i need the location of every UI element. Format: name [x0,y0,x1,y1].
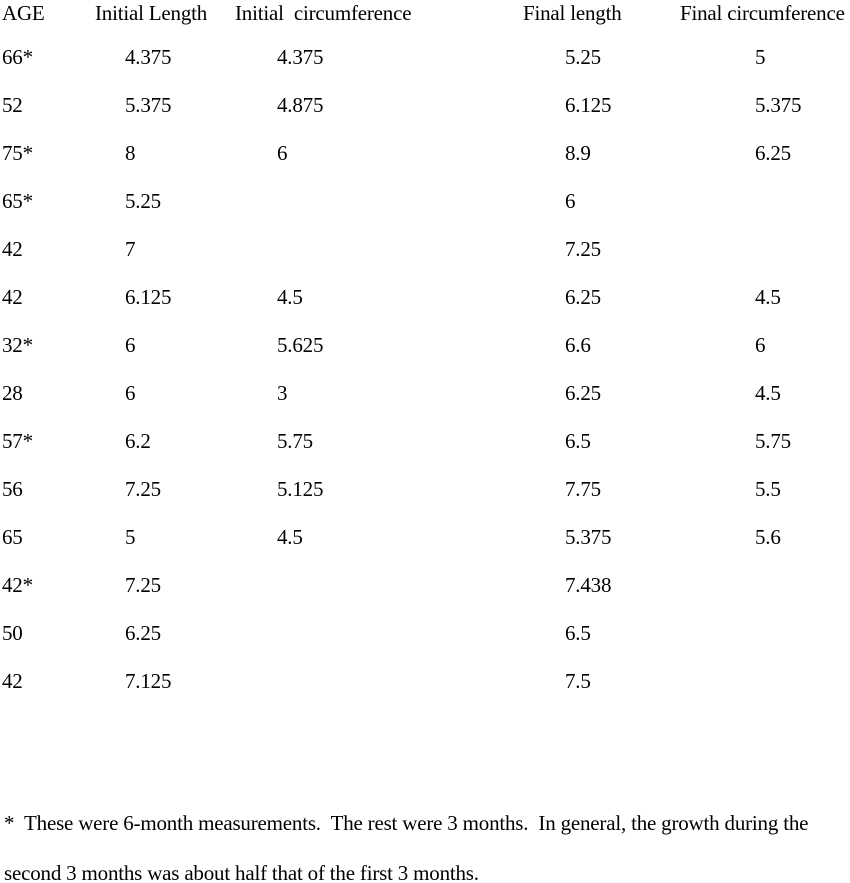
table-row [0,46,850,94]
cell-final-length: 6.5 [565,429,591,453]
cell-initial-circumference: 3 [277,381,288,405]
cell-age: 28 [2,381,23,405]
cell-final-length: 5.375 [565,525,612,549]
cell-initial-length: 7.25 [125,573,161,597]
cell-final-length: 7.25 [565,237,601,261]
cell-age: 56 [2,477,23,501]
cell-age: 50 [2,621,23,645]
table-row [0,670,850,718]
cell-final-circumference: 6 [755,333,766,357]
cell-final-length: 7.438 [565,573,612,597]
cell-final-circumference: 6.25 [755,141,791,165]
column-header-initial-circumference: Initial circumference [235,1,412,25]
cell-final-circumference: 5.75 [755,429,791,453]
table-row [0,430,850,478]
cell-final-circumference: 5.5 [755,477,781,501]
cell-initial-circumference: 4.5 [277,285,303,309]
cell-final-length: 6.25 [565,381,601,405]
table-row [0,142,850,190]
table-row [0,238,850,286]
cell-initial-circumference: 6 [277,141,288,165]
table-row [0,286,850,334]
cell-final-length: 6 [565,189,576,213]
cell-initial-length: 6.2 [125,429,151,453]
cell-initial-length: 7 [125,237,136,261]
cell-age: 32* [2,333,33,357]
cell-final-circumference: 5 [755,45,766,69]
cell-age: 52 [2,93,23,117]
footnote-line-2: second 3 months was about half that of the first 3 months. [4,861,479,883]
cell-final-length: 7.5 [565,669,591,693]
footnote-line-1: * These were 6-month measurements. The rest were 3 months. In general, the growth during the [4,811,809,835]
cell-initial-length: 7.125 [125,669,172,693]
cell-age: 42 [2,237,23,261]
cell-initial-length: 6.25 [125,621,161,645]
cell-final-length: 8.9 [565,141,591,165]
column-header-final-length: Final length [523,1,622,25]
cell-initial-length: 7.25 [125,477,161,501]
cell-final-length: 5.25 [565,45,601,69]
table-row [0,94,850,142]
cell-initial-length: 5.375 [125,93,172,117]
column-header-initial-length: Initial Length [95,1,208,25]
cell-age: 65 [2,525,23,549]
cell-final-length: 6.125 [565,93,612,117]
cell-initial-length: 4.375 [125,45,172,69]
cell-age: 75* [2,141,33,165]
cell-initial-circumference: 4.875 [277,93,324,117]
table-row [0,622,850,670]
cell-initial-circumference: 4.5 [277,525,303,549]
cell-initial-length: 5 [125,525,136,549]
column-header-age: AGE [2,1,45,25]
cell-age: 65* [2,189,33,213]
cell-initial-length: 6 [125,381,136,405]
cell-initial-circumference: 4.375 [277,45,324,69]
table-row [0,574,850,622]
cell-age: 42* [2,573,33,597]
table-header-row [0,2,850,26]
table-row [0,190,850,238]
table-row [0,334,850,382]
cell-age: 42 [2,285,23,309]
cell-final-circumference: 5.375 [755,93,802,117]
cell-final-length: 6.6 [565,333,591,357]
cell-initial-length: 8 [125,141,136,165]
cell-final-circumference: 5.6 [755,525,781,549]
cell-age: 42 [2,669,23,693]
cell-final-length: 7.75 [565,477,601,501]
cell-initial-circumference: 5.75 [277,429,313,453]
cell-initial-circumference: 5.625 [277,333,324,357]
cell-final-circumference: 4.5 [755,285,781,309]
column-header-final-circumference: Final circumference [680,1,845,25]
table-row [0,526,850,574]
footnote [4,811,850,883]
cell-initial-length: 6.125 [125,285,172,309]
measurements-table [0,46,850,718]
cell-age: 66* [2,45,33,69]
cell-initial-length: 5.25 [125,189,161,213]
cell-initial-length: 6 [125,333,136,357]
table-row [0,382,850,430]
table-row [0,478,850,526]
cell-final-length: 6.25 [565,285,601,309]
cell-age: 57* [2,429,33,453]
cell-initial-circumference: 5.125 [277,477,324,501]
cell-final-circumference: 4.5 [755,381,781,405]
cell-final-length: 6.5 [565,621,591,645]
